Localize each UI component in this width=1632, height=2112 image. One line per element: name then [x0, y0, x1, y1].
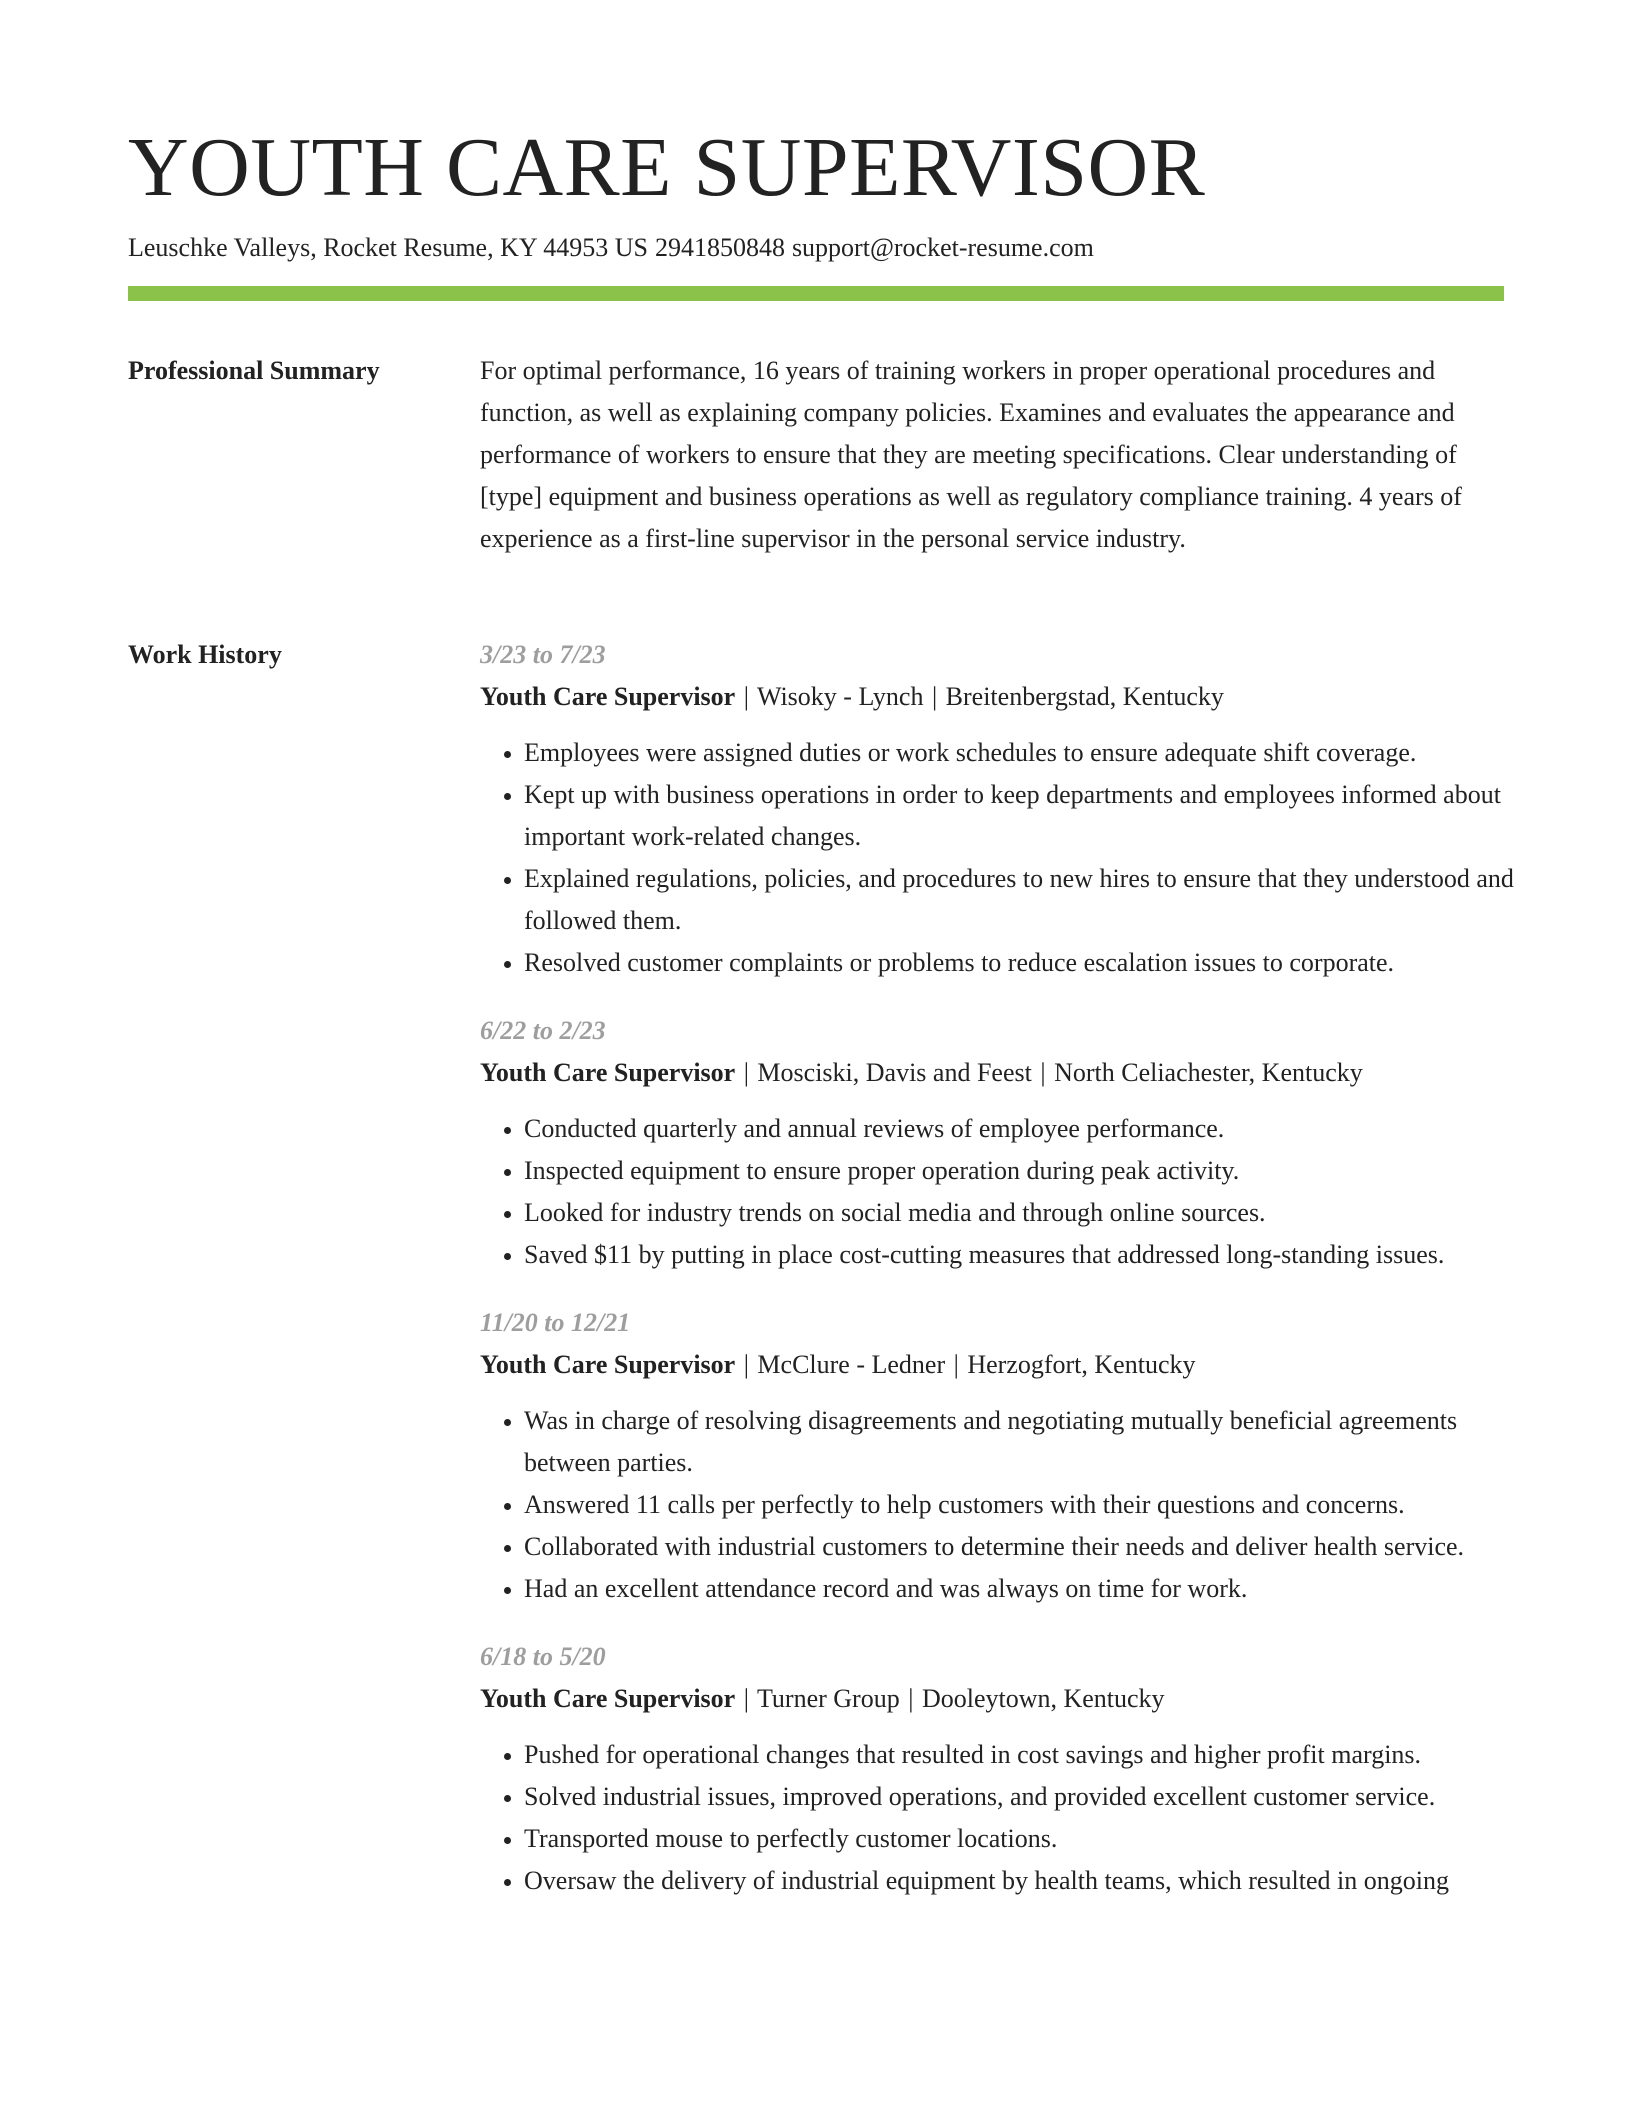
- job-bullet: • Collaborated with industrial customers to determine their needs and deliver health service.: [524, 1526, 1520, 1568]
- job-location: Dooleytown, Kentucky: [921, 1684, 1165, 1713]
- job-bullet: • Explained regulations, policies, and procedures to new hires to ensure that they understood and followed them.: [524, 858, 1520, 942]
- job-company: McClure - Ledner: [757, 1350, 946, 1379]
- job-heading: [480, 1344, 1520, 1386]
- job-bullet-list: [480, 1108, 1520, 1276]
- separator: |: [953, 1350, 959, 1379]
- job-dates: 3/23 to 7/23: [480, 640, 606, 669]
- job-entry: [480, 1010, 1520, 1276]
- job-bullet-list: [480, 732, 1520, 984]
- separator: |: [743, 1684, 749, 1713]
- job-bullet: • Answered 11 calls per perfectly to help customers with their questions and concerns.: [524, 1484, 1520, 1526]
- job-title: Youth Care Supervisor: [480, 682, 736, 711]
- job-dates: 6/18 to 5/20: [480, 1642, 606, 1671]
- job-bullet: • Saved $11 by putting in place cost-cutting measures that addressed long-standing issues.: [524, 1234, 1520, 1276]
- job-bullet-list: [480, 1734, 1520, 1902]
- job-location: Herzogfort, Kentucky: [967, 1350, 1196, 1379]
- job-bullet: • Looked for industry trends on social media and through online sources.: [524, 1192, 1520, 1234]
- job-entry: [480, 1636, 1520, 1902]
- work-history-body: [480, 634, 1520, 1928]
- separator: |: [908, 1684, 914, 1713]
- contact-address: Leuschke Valleys, Rocket Resume, KY 44953 US: [128, 233, 648, 262]
- job-title: Youth Care Supervisor: [480, 1350, 736, 1379]
- section-title-summary: Professional Summary: [128, 356, 380, 385]
- contact-email: support@rocket-resume.com: [791, 233, 1094, 262]
- separator: |: [1040, 1058, 1046, 1087]
- contact-phone: 2941850848: [654, 233, 785, 262]
- separator: |: [743, 1058, 749, 1087]
- job-bullet: • Transported mouse to perfectly customer locations.: [524, 1818, 1520, 1860]
- summary-text: For optimal performance, 16 years of training workers in proper operational procedures and function, as well as explaining company policies. Examines and evaluates the appearance and performance of workers to ensure that they are meeting specifications. Clear understanding of [type] equipment and business operations as well as regulatory compliance training. 4 years of experience as a first-line supervisor in the personal service industry.: [480, 356, 1462, 553]
- job-company: Mosciski, Davis and Feest: [757, 1058, 1032, 1087]
- job-company: Wisoky - Lynch: [756, 682, 924, 711]
- summary-body: [480, 350, 1520, 560]
- job-bullet: • Inspected equipment to ensure proper operation during peak activity.: [524, 1150, 1520, 1192]
- job-bullet-list: [480, 1400, 1520, 1610]
- job-dates: 11/20 to 12/21: [480, 1308, 631, 1337]
- job-location: North Celiachester, Kentucky: [1054, 1058, 1363, 1087]
- job-bullet: • Was in charge of resolving disagreements and negotiating mutually beneficial agreements between parties.: [524, 1400, 1520, 1484]
- job-entry: [480, 634, 1520, 984]
- job-bullet: • Had an excellent attendance record and was always on time for work.: [524, 1568, 1520, 1610]
- separator: |: [743, 1350, 749, 1379]
- job-bullet: • Kept up with business operations in order to keep departments and employees informed about important work-related changes.: [524, 774, 1520, 858]
- job-heading: [480, 676, 1520, 718]
- job-location: Breitenbergstad, Kentucky: [945, 682, 1224, 711]
- job-bullet: • Solved industrial issues, improved operations, and provided excellent customer service.: [524, 1776, 1520, 1818]
- job-dates: 6/22 to 2/23: [480, 1016, 606, 1045]
- job-entry: [480, 1302, 1520, 1610]
- separator: |: [931, 682, 938, 711]
- header-divider: [128, 286, 1504, 301]
- job-heading: [480, 1052, 1520, 1094]
- job-title: Youth Care Supervisor: [480, 1058, 736, 1087]
- job-company: Turner Group: [756, 1684, 900, 1713]
- job-bullet: • Resolved customer complaints or problems to reduce escalation issues to corporate.: [524, 942, 1520, 984]
- job-bullet: • Oversaw the delivery of industrial equipment by health teams, which resulted in ongoing: [524, 1860, 1520, 1902]
- job-bullet: • Pushed for operational changes that resulted in cost savings and higher profit margins.: [524, 1734, 1520, 1776]
- resume-name-heading: YOUTH CARE SUPERVISOR: [128, 121, 1206, 214]
- section-title-work-history: Work History: [128, 640, 282, 669]
- job-bullet: • Employees were assigned duties or work schedules to ensure adequate shift coverage.: [524, 732, 1520, 774]
- job-bullet: • Conducted quarterly and annual reviews of employee performance.: [524, 1108, 1520, 1150]
- contact-line: [128, 230, 1094, 266]
- separator: |: [743, 682, 749, 711]
- job-title: Youth Care Supervisor: [480, 1684, 736, 1713]
- job-heading: [480, 1678, 1520, 1720]
